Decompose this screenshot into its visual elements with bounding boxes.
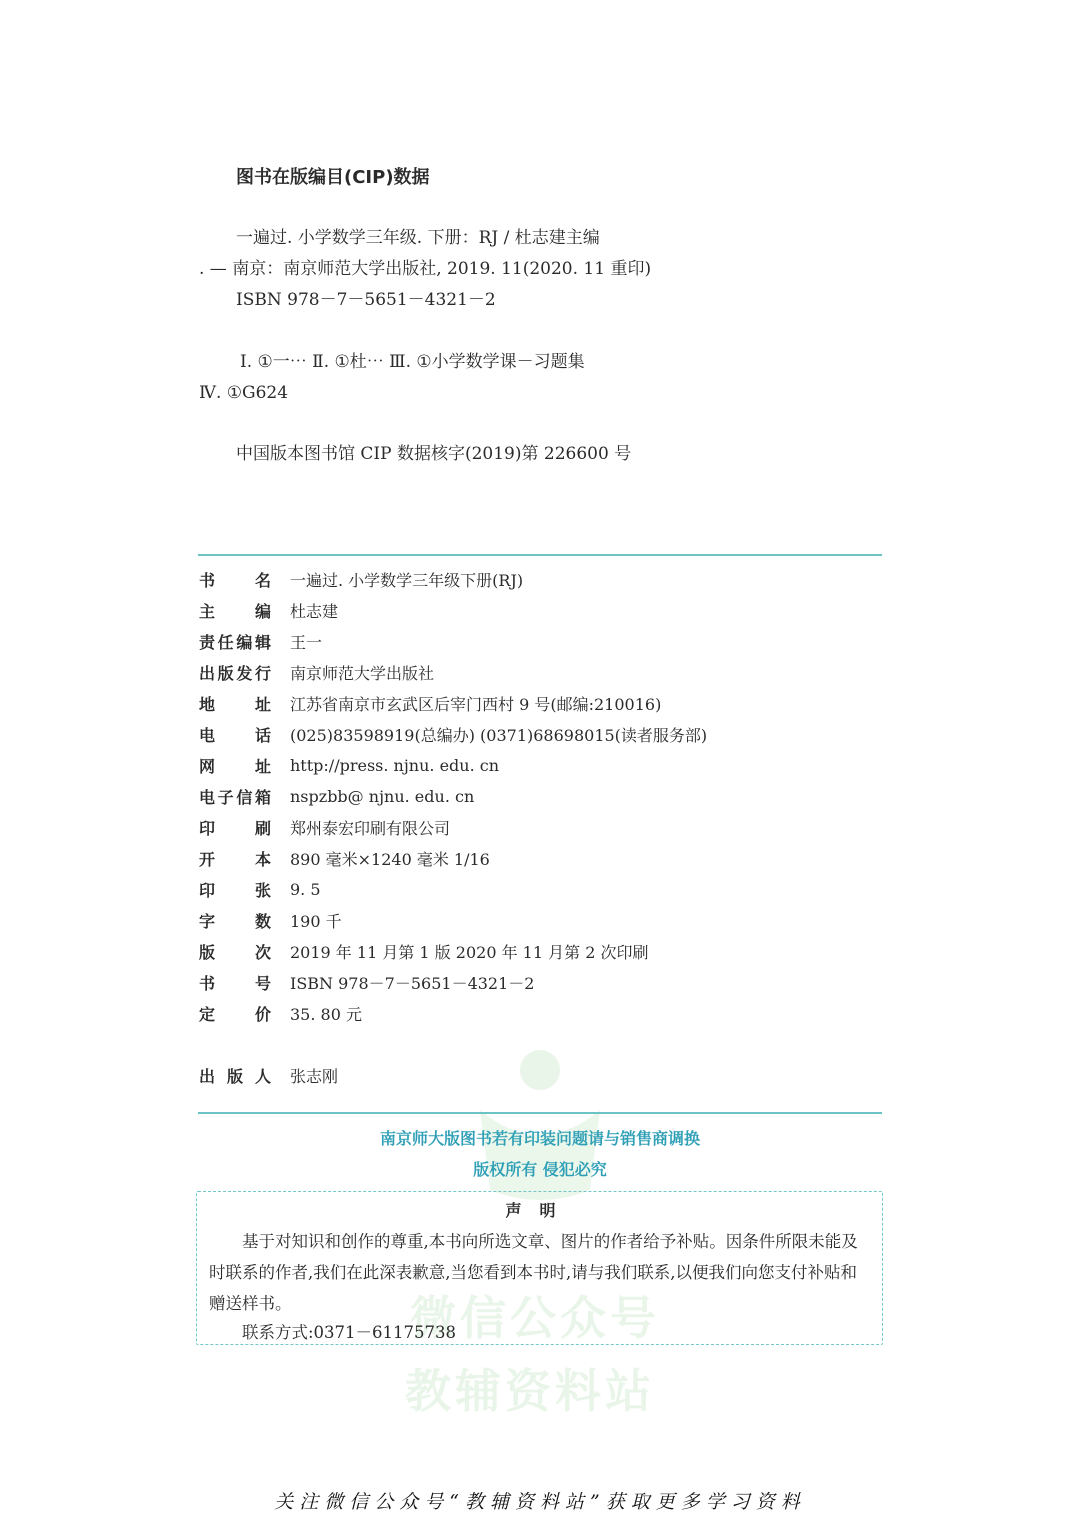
watermark-text-1: 微信公众号	[410, 1291, 660, 1345]
imprint-label-char: 电	[199, 725, 216, 745]
imprint-label-char: 编	[236, 632, 253, 652]
imprint-label	[199, 971, 271, 994]
watermark-logo	[470, 1040, 610, 1210]
print-quality-notice: 南京师大版图书若有印装问题请与销售商调换	[379, 1129, 700, 1148]
imprint-label-char: 信	[236, 787, 253, 807]
imprint-label-char: 电	[199, 787, 216, 807]
imprint-row	[199, 907, 342, 933]
imprint-label-char: 箱	[254, 787, 271, 807]
imprint-row	[199, 628, 322, 654]
imprint-label-char: 印	[199, 818, 216, 838]
imprint-label-char: 开	[199, 849, 216, 869]
publisher-value: 张志刚	[290, 1066, 339, 1086]
cip-classification-1: Ⅰ. ①一⋯ Ⅱ. ①杜⋯ Ⅲ. ①小学数学课－习题集	[240, 352, 585, 372]
imprint-value: ISBN 978－7－5651－4321－2	[290, 973, 535, 993]
imprint-value: 2019 年 11 月第 1 版 2020 年 11 月第 2 次印刷	[290, 942, 649, 962]
imprint-label-char: 名	[254, 570, 271, 590]
watermark-text-2: 教辅资料站	[405, 1364, 655, 1418]
cip-line-1: 一遍过. 小学数学三年级. 下册：RJ / 杜志建主编	[236, 228, 600, 248]
imprint-value: http://press. njnu. edu. cn	[290, 755, 500, 775]
imprint-label	[199, 692, 271, 715]
imprint-value: 杜志建	[290, 601, 339, 621]
footer-promo: 关注微信公众号“教辅资料站”获取更多学习资料	[274, 1491, 806, 1513]
imprint-row	[199, 783, 474, 809]
cip-title: 图书在版编目(CIP)数据	[236, 167, 430, 188]
imprint-label-char: 话	[254, 725, 271, 745]
imprint-label-char: 价	[254, 1004, 271, 1024]
imprint-label	[199, 878, 271, 901]
cip-classification-2: Ⅳ. ①G624	[199, 383, 289, 403]
imprint-row	[199, 597, 338, 623]
publisher-row	[199, 1062, 338, 1088]
imprint-label	[199, 847, 271, 870]
statement-box	[196, 1191, 883, 1345]
imprint-row	[199, 721, 707, 747]
statement-body	[209, 1226, 873, 1319]
imprint-label	[199, 1002, 271, 1025]
imprint-label	[199, 909, 271, 932]
imprint-label	[199, 754, 271, 777]
imprint-label-char: 子	[217, 787, 234, 807]
imprint-row	[199, 814, 450, 840]
bottom-divider	[198, 1112, 882, 1114]
imprint-label-char: 发	[236, 663, 253, 683]
imprint-label-char: 版	[199, 942, 216, 962]
imprint-label-char: 网	[199, 756, 216, 776]
cip-line-2: . — 南京：南京师范大学出版社, 2019. 11(2020. 11 重印)	[199, 259, 652, 279]
imprint-row	[199, 659, 434, 685]
imprint-value: 35. 80 元	[290, 1004, 362, 1024]
imprint-label-char: 字	[199, 911, 216, 931]
imprint-label-char: 辑	[254, 632, 271, 652]
imprint-label-char: 编	[254, 601, 271, 621]
imprint-label-char: 主	[199, 601, 216, 621]
imprint-row	[199, 876, 321, 902]
imprint-label-char: 定	[199, 1004, 216, 1024]
top-divider	[198, 554, 882, 556]
imprint-value: nspzbb@ njnu. edu. cn	[290, 786, 475, 806]
imprint-row	[199, 969, 534, 995]
statement-contact: 联系方式:0371－61175738	[242, 1323, 457, 1342]
publisher-label: 出 版 人	[199, 1066, 271, 1086]
imprint-label-char: 本	[254, 849, 271, 869]
imprint-row	[199, 690, 661, 716]
imprint-label-char: 数	[254, 911, 271, 931]
statement-title: 声明	[505, 1201, 574, 1220]
imprint-row	[199, 845, 490, 871]
imprint-value: 9. 5	[290, 879, 321, 899]
imprint-value: 王一	[290, 632, 323, 652]
imprint-label-char: 次	[254, 942, 271, 962]
imprint-label-char: 址	[254, 756, 271, 776]
imprint-label	[199, 940, 271, 963]
imprint-label-char: 行	[254, 663, 271, 683]
imprint-value: 190 千	[290, 911, 342, 931]
imprint-label-char: 印	[199, 880, 216, 900]
imprint-label	[199, 630, 271, 653]
imprint-row	[199, 938, 648, 964]
copyright-notice: 版权所有 侵犯必究	[473, 1160, 607, 1179]
imprint-row	[199, 1000, 362, 1026]
imprint-label-char: 号	[254, 973, 271, 993]
cip-record-number: 中国版本图书馆 CIP 数据核字(2019)第 226600 号	[236, 444, 632, 464]
imprint-label	[199, 723, 271, 746]
imprint-label-char: 出	[199, 663, 216, 683]
imprint-label-char: 地	[199, 694, 216, 714]
imprint-label-char: 书	[199, 973, 216, 993]
imprint-label	[199, 785, 271, 808]
imprint-label-char: 张	[254, 880, 271, 900]
imprint-label-char: 址	[254, 694, 271, 714]
imprint-label-char: 责	[199, 632, 216, 652]
imprint-value: 890 毫米×1240 毫米 1/16	[290, 849, 490, 869]
imprint-label	[199, 661, 271, 684]
imprint-label	[199, 599, 271, 622]
imprint-value: 郑州泰宏印刷有限公司	[290, 818, 451, 838]
imprint-label-char: 刷	[254, 818, 271, 838]
imprint-label-char: 任	[217, 632, 234, 652]
imprint-row	[199, 566, 523, 592]
imprint-label	[199, 568, 271, 591]
imprint-value: (025)83598919(总编办) (0371)68698015(读者服务部)	[290, 725, 708, 745]
imprint-label	[199, 816, 271, 839]
imprint-label-char: 书	[199, 570, 216, 590]
statement-text: 基于对知识和创作的尊重,本书向所选文章、图片的作者给予补贴。因条件所限未能及时联系的作者,我们在此深表歉意,当您看到本书时,请与我们联系,以便我们向您支付补贴和赠送样书。	[209, 1232, 858, 1313]
cip-isbn: ISBN 978－7－5651－4321－2	[236, 290, 496, 310]
imprint-value: 南京师范大学出版社	[290, 663, 435, 683]
imprint-row	[199, 752, 499, 778]
imprint-value: 一遍过. 小学数学三年级下册(RJ)	[290, 570, 524, 590]
imprint-label-char: 版	[217, 663, 234, 683]
imprint-value: 江苏省南京市玄武区后宰门西村 9 号(邮编:210016)	[290, 694, 662, 714]
